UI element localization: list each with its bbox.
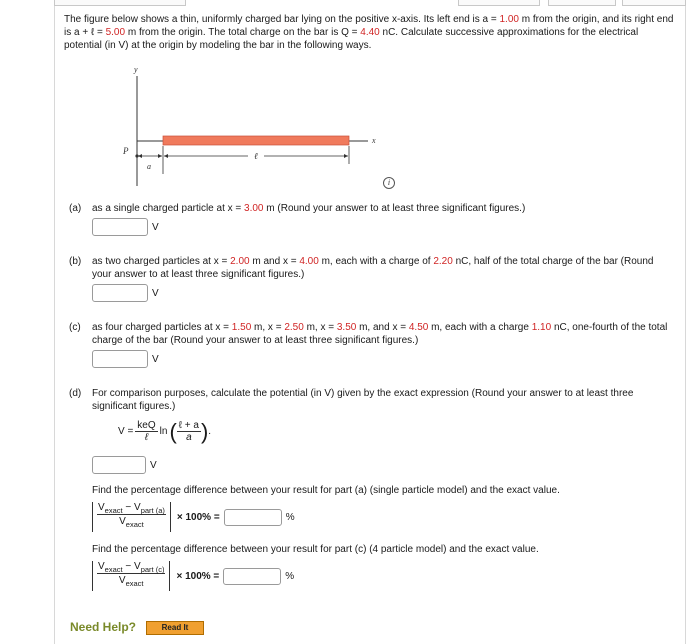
part-a-question: (a) as a single charged particle at x = 3.00 m (Round your answer to at least three significant figures.) [69,203,526,214]
part-b-question: (b) as two charged particles at x = 2.00 m and x = 4.00 m, each with a charge of 2.20 nC, half of the total charge of the bar (Round your answer to at least three significant figures.) [69,256,654,280]
a-label: a [147,162,151,171]
a-value: 1.00 [499,14,519,25]
intro-text: The figure below shows a thin, uniformly charged bar lying on the positive x-axis. Its left end is a = 1.00 m from the origin, and its right end is a + ℓ = 5.00 m from the origin. The total charge on the bar is Q = 4.40 nC. Calculate successive approximations for the electrical potential (in V) at the origin by modeling the bar in the following ways. [64,14,674,51]
part-b-answer: V [92,284,159,302]
part-b-input[interactable] [92,284,148,302]
info-icon[interactable]: i [383,177,395,189]
part-a-input[interactable] [92,218,148,236]
pct-a-fraction: $V_{exact} - V_{part (a)}$ $V_{exact}$ [92,502,171,532]
pct-a-text: Find the percentage difference between your result for part (a) (single particle model) and the exact value. [92,485,560,496]
part-c-input[interactable] [92,350,148,368]
part-a-answer: V [92,218,159,236]
pct-c-input[interactable] [223,568,281,585]
y-axis-label: y [134,65,138,74]
pct-a-row: $V_{exact} - V_{part (a)}$ $V_{exact}$ × 100% = % [92,502,295,532]
need-help-label: Need Help? [70,620,137,634]
part-c-question: (c) as four charged particles at x = 1.50 m, x = 2.50 m, x = 3.50 m, and x = 4.50 m, each with a charge 1.10 nC, one-fourth of the total charge of the bar (Round your answer to at least three significant figures.) [69,322,668,346]
part-c-answer: V [92,350,159,368]
part-d-answer: V [92,456,157,474]
part-d-question: (d) For comparison purposes, calculate the potential (in V) given by the exact expression (Round your answer to at least three significant figures.) [69,388,634,412]
exact-formula: V = keQ ℓ ln ( ℓ + a a ) . [118,418,212,444]
right-end-value: 5.00 [105,27,126,38]
p-label: P [123,146,129,156]
bar-figure [110,62,390,190]
charge-value: 4.40 [360,27,380,38]
l-label: ℓ [254,151,258,161]
part-d-input[interactable] [92,456,146,474]
charged-bar [163,136,349,145]
read-it-button[interactable]: Read It [146,621,204,635]
pct-a-input[interactable] [224,509,282,526]
pct-c-text: Find the percentage difference between your result for part (c) (4 particle model) and the exact value. [92,544,539,555]
pct-c-fraction: $V_{exact} - V_{part (c)}$ $V_{exact}$ [92,561,170,591]
x-axis-label: x [372,136,376,145]
pct-c-row: $V_{exact} - V_{part (c)}$ $V_{exact}$ × 100% = % [92,561,294,591]
